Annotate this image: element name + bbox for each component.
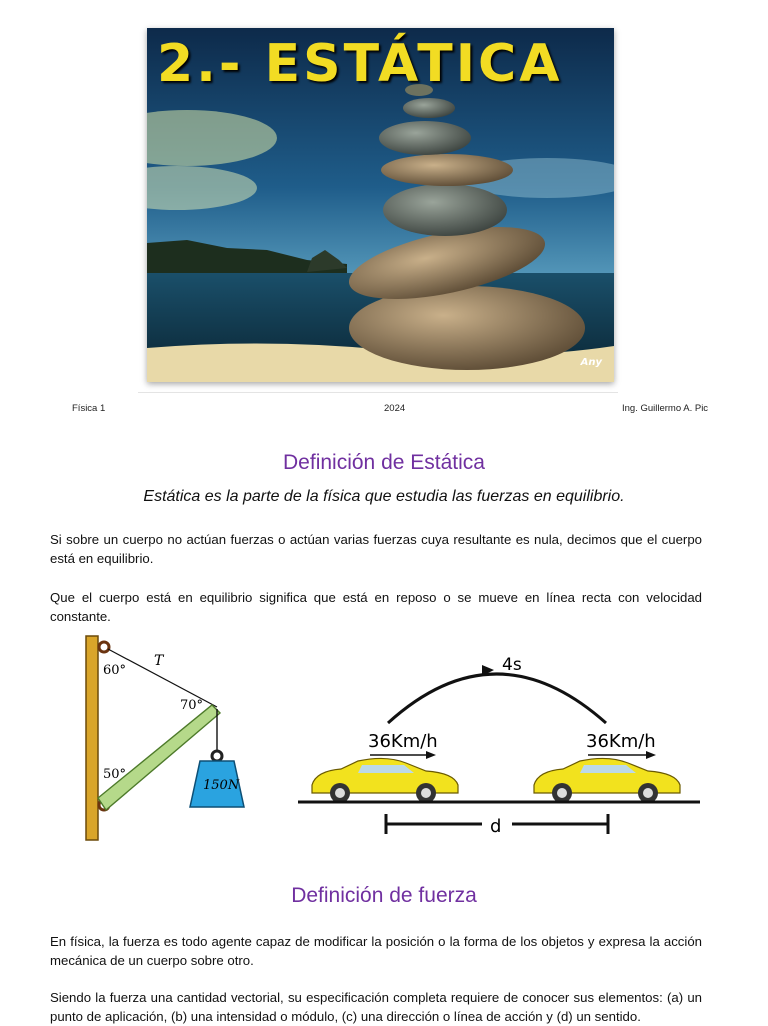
paragraph-reposo: Que el cuerpo está en equilibrio significa que está en reposo o se mueve en línea recta con velocidad constante. <box>50 590 702 624</box>
speed-label-right: 36Km/h <box>586 731 656 752</box>
cover-title: 2.- ESTÁTICA <box>157 34 563 94</box>
time-label: 4s <box>502 655 522 675</box>
section-heading-fuerza: Definición de fuerza <box>291 884 477 907</box>
header-course: Física 1 <box>72 403 106 414</box>
estatica-definition: Estática es la parte de la física que estudia las fuerzas en equilibrio. <box>143 488 625 505</box>
header-author: Ing. Guillermo A. Pic <box>622 403 709 414</box>
section-heading-estatica: Definición de Estática <box>283 451 485 474</box>
angle-label-70: 70° <box>180 698 204 713</box>
header-divider <box>138 392 618 393</box>
header-year: 2024 <box>384 403 406 414</box>
tension-label: T <box>154 653 164 669</box>
paragraph-equilibrio: Si sobre un cuerpo no actúan fuerzas o actúan varias fuerzas cuya resultante es nula, decimos que el cuerpo está en equilibrio. <box>50 532 702 566</box>
angle-label-50: 50° <box>103 767 127 782</box>
paragraph-fuerza: En física, la fuerza es todo agente capaz de modificar la posición o la forma de los objetos y expresa la acción mecánica de un cuerpo sobre otro. <box>50 934 702 968</box>
car-right <box>534 758 680 803</box>
distance-label: d <box>490 816 502 837</box>
angle-label-60: 60° <box>103 663 127 678</box>
speed-label-left: 36Km/h <box>368 731 438 752</box>
cover-image <box>147 28 614 382</box>
cover-signature: Any <box>580 357 602 368</box>
weight-label: 150N <box>203 778 240 793</box>
paragraph-vectorial: Siendo la fuerza una cantidad vectorial, su especificación completa requiere de conocer sus elementos: (a) un punto de aplicación, (b) una intensidad o módulo, (c) una dirección o línea de acción y (d) un sentido. <box>50 990 702 1024</box>
car-left <box>312 758 458 803</box>
beam-tension-figure <box>80 632 260 842</box>
cars-constant-velocity-figure <box>296 645 706 840</box>
